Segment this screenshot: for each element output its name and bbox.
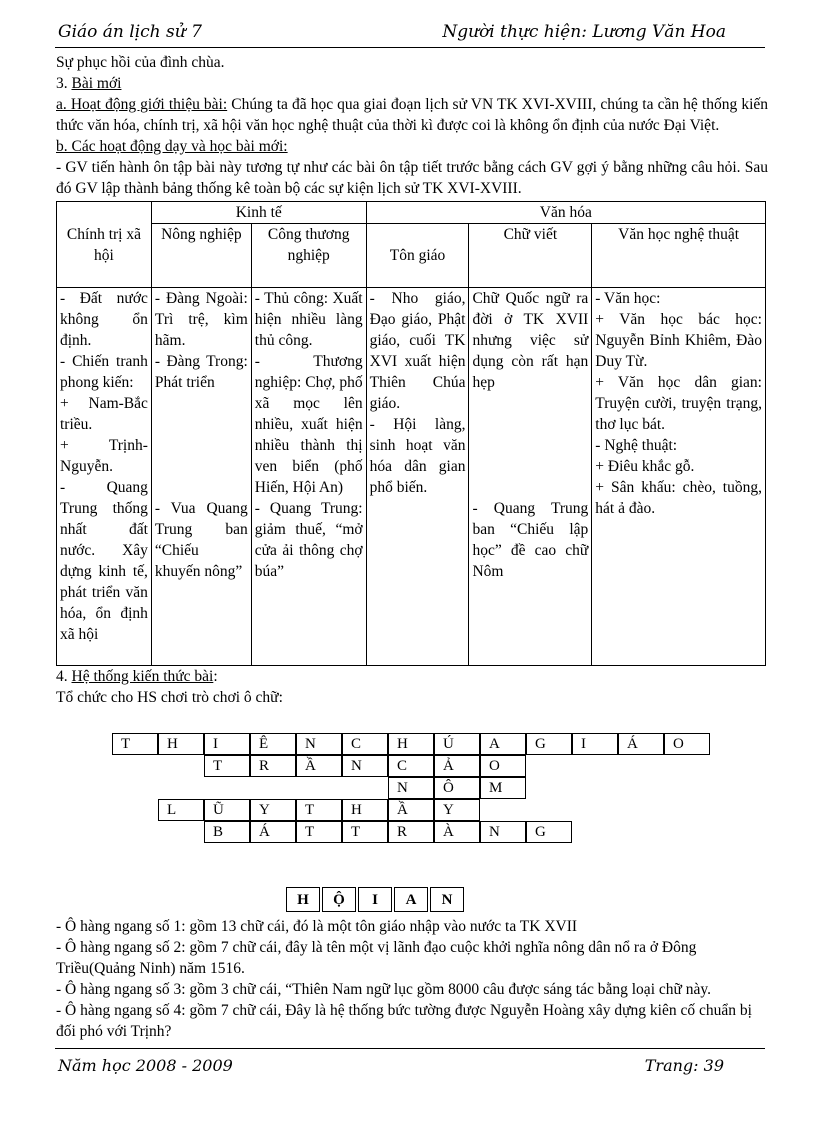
header-kinh-te: Kinh tế: [151, 202, 366, 224]
crossword-cell: Á: [618, 733, 664, 755]
section-a-label: a. Hoạt động giới thiệu bài:: [56, 96, 228, 113]
intro-line: Sự phục hồi của đình chùa.: [56, 54, 225, 71]
crossword-cell: H: [158, 733, 204, 755]
crossword-intro: Tổ chức cho HS chơi trò chơi ô chữ:: [56, 689, 283, 706]
crossword-cell: N: [296, 733, 342, 755]
crossword-cell: R: [250, 755, 296, 777]
crossword-cell: O: [664, 733, 710, 755]
crossword-cell: H: [342, 799, 388, 821]
crossword-cell: H: [388, 733, 434, 755]
crossword-cell: Ũ: [204, 799, 250, 821]
cell-chu-viet: Chữ Quốc ngữ ra đời ở TK XVII nhưng việc sử dụng còn rất hạn hẹp - Quang Trung ban “Chiếu lập học” đề cao chữ Nôm: [469, 288, 592, 666]
crossword-cell: Y: [250, 799, 296, 821]
crossword-cell: A: [480, 733, 526, 755]
crossword-cell: I: [204, 733, 250, 755]
header-author: Người thực hiện: Lương Văn Hoa: [442, 22, 726, 42]
crossword-cell: Ả: [434, 755, 480, 777]
answer-cell: H: [286, 887, 320, 912]
crossword-cell: Á: [250, 821, 296, 843]
header-ton-giao: Tôn giáo: [366, 224, 469, 288]
header-nong-nghiep: Nông nghiệp: [151, 224, 251, 288]
cell-van-hoc: - Văn học: + Văn học bác học: Nguyễn Bỉnh Khiêm, Đào Duy Từ. + Văn học dân gian: Truyện cười, truyện trạng, thơ lục bát. - Nghệ thuật: + Điêu khắc gỗ. + Sân khấu: chèo, tuồng, hát ả đào.: [592, 288, 766, 666]
footer-rule: [55, 1048, 765, 1049]
header-chu-viet: Chữ viết: [469, 224, 592, 288]
section-b-label: b. Các hoạt động dạy và học bài mới:: [56, 138, 288, 155]
footer-page: Trang: 39: [644, 1056, 724, 1075]
crossword-cell: Ê: [250, 733, 296, 755]
answer-cell: A: [394, 887, 428, 912]
crossword-cell: B: [204, 821, 250, 843]
crossword-cell: C: [342, 733, 388, 755]
answer-cell: Ộ: [322, 887, 356, 912]
question-1: - Ô hàng ngang số 1: gồm 13 chữ cái, đó là một tôn giáo nhập vào nước ta TK XVII: [56, 918, 578, 935]
crossword-cell: T: [296, 799, 342, 821]
crossword-cell: À: [434, 821, 480, 843]
crossword-cell: C: [388, 755, 434, 777]
crossword-cell: N: [480, 821, 526, 843]
crossword-cell: T: [296, 821, 342, 843]
cell-ton-giao: - Nho giáo, Đạo giáo, Phật giáo, cuối TK XVI xuất hiện Thiên Chúa giáo. - Hội làng, sinh hoạt văn hóa dân gian phổ biến.: [366, 288, 469, 666]
cell-nong-nghiep: - Đàng Ngoài: Trì trệ, kìm hãm. - Đàng Trong: Phát triển - Vua Quang Trung ban “Chiếu khuyến nông”: [151, 288, 251, 666]
footer-year: Năm học 2008 - 2009: [58, 1056, 233, 1075]
summary-table: [56, 201, 766, 666]
cell-chinh-tri: - Đất nước không ổn định. - Chiến tranh phong kiến: + Nam-Bắc triều. + Trịnh-Nguyễn. - Quang Trung thống nhất đất nước. Xây dựng kinh tế, phát triển văn hóa, ổn định xã hội: [57, 288, 152, 666]
question-2: - Ô hàng ngang số 2: gồm 7 chữ cái, đây là tên một vị lãnh đạo cuộc khởi nghĩa nông dân nổ ra ở Đông Triều(Quảng Ninh) năm 1516.: [56, 939, 697, 977]
section-a: [56, 94, 768, 136]
header-subject: Giáo án lịch sử 7: [58, 22, 202, 42]
section-3: 3. Bài mới: [56, 75, 122, 92]
answer-cell: I: [358, 887, 392, 912]
crossword-cell: I: [572, 733, 618, 755]
header-cong-thuong: Công thương nghiệp: [251, 224, 366, 288]
section-4: 4. Hệ thống kiến thức bài:: [56, 668, 218, 685]
crossword-cell: T: [342, 821, 388, 843]
header-van-hoa: Văn hóa: [366, 202, 765, 224]
crossword-cell: R: [388, 821, 434, 843]
crossword-cell: T: [204, 755, 250, 777]
crossword-cell: G: [526, 821, 572, 843]
crossword-cell: N: [388, 777, 434, 799]
cell-cong-thuong: - Thủ công: Xuất hiện nhiều làng thủ công. - Thương nghiệp: Chợ, phố xã mọc lên nhiều, xuất hiện nhiều thành thị ven biển (phố Hiến, Hội An) - Quang Trung: giảm thuế, “mở cửa ải thông chợ búa”: [251, 288, 366, 666]
document-body: [56, 52, 768, 708]
crossword-cell: Y: [434, 799, 480, 821]
crossword-cell: N: [342, 755, 388, 777]
crossword-cell: Ú: [434, 733, 480, 755]
header-van-hoc: Văn học nghệ thuật: [592, 224, 766, 288]
answer-cell: N: [430, 887, 464, 912]
section-a-text: Chúng ta đã học qua giai đoạn lịch sử VN TK XVI-XVIII, chúng ta cần hệ thống kiến thức văn hóa, chính trị, xã hội văn học nghệ thuật của thời kì được coi là không ổn định của nước Đại Việt.: [56, 96, 769, 134]
crossword-cell: Ầ: [388, 799, 434, 821]
crossword-cell: Ầ: [296, 755, 342, 777]
questions: [56, 916, 768, 1042]
crossword-cell: G: [526, 733, 572, 755]
section-3-title: Bài mới: [71, 75, 122, 92]
section-b-text: - GV tiến hành ôn tập bài này tương tự như các bài ôn tập tiết trước bằng cách GV gợi ý bằng những câu hỏi. Sau đó GV lập thành bảng thống kê toàn bộ các sự kiện lịch sử TK XVI-XVIII.: [56, 159, 768, 197]
crossword-cell: Ô: [434, 777, 480, 799]
crossword-cell: M: [480, 777, 526, 799]
question-4: - Ô hàng ngang số 4: gồm 7 chữ cái, Đây là hệ thống bức tường được Nguyễn Hoàng xây dựng kiên cố chuẩn bị đối phó với Trịnh?: [56, 1002, 752, 1040]
header-rule: [55, 47, 765, 48]
header-chinh-tri: Chính trị xã hội: [57, 202, 152, 288]
crossword-cell: O: [480, 755, 526, 777]
question-3: - Ô hàng ngang số 3: gồm 3 chữ cái, “Thiên Nam ngữ lục gồm 8000 câu được sáng tác bằng loại chữ này.: [56, 981, 712, 998]
crossword-cell: T: [112, 733, 158, 755]
crossword-cell: L: [158, 799, 204, 821]
section-4-title: Hệ thống kiến thức bài: [71, 668, 214, 685]
